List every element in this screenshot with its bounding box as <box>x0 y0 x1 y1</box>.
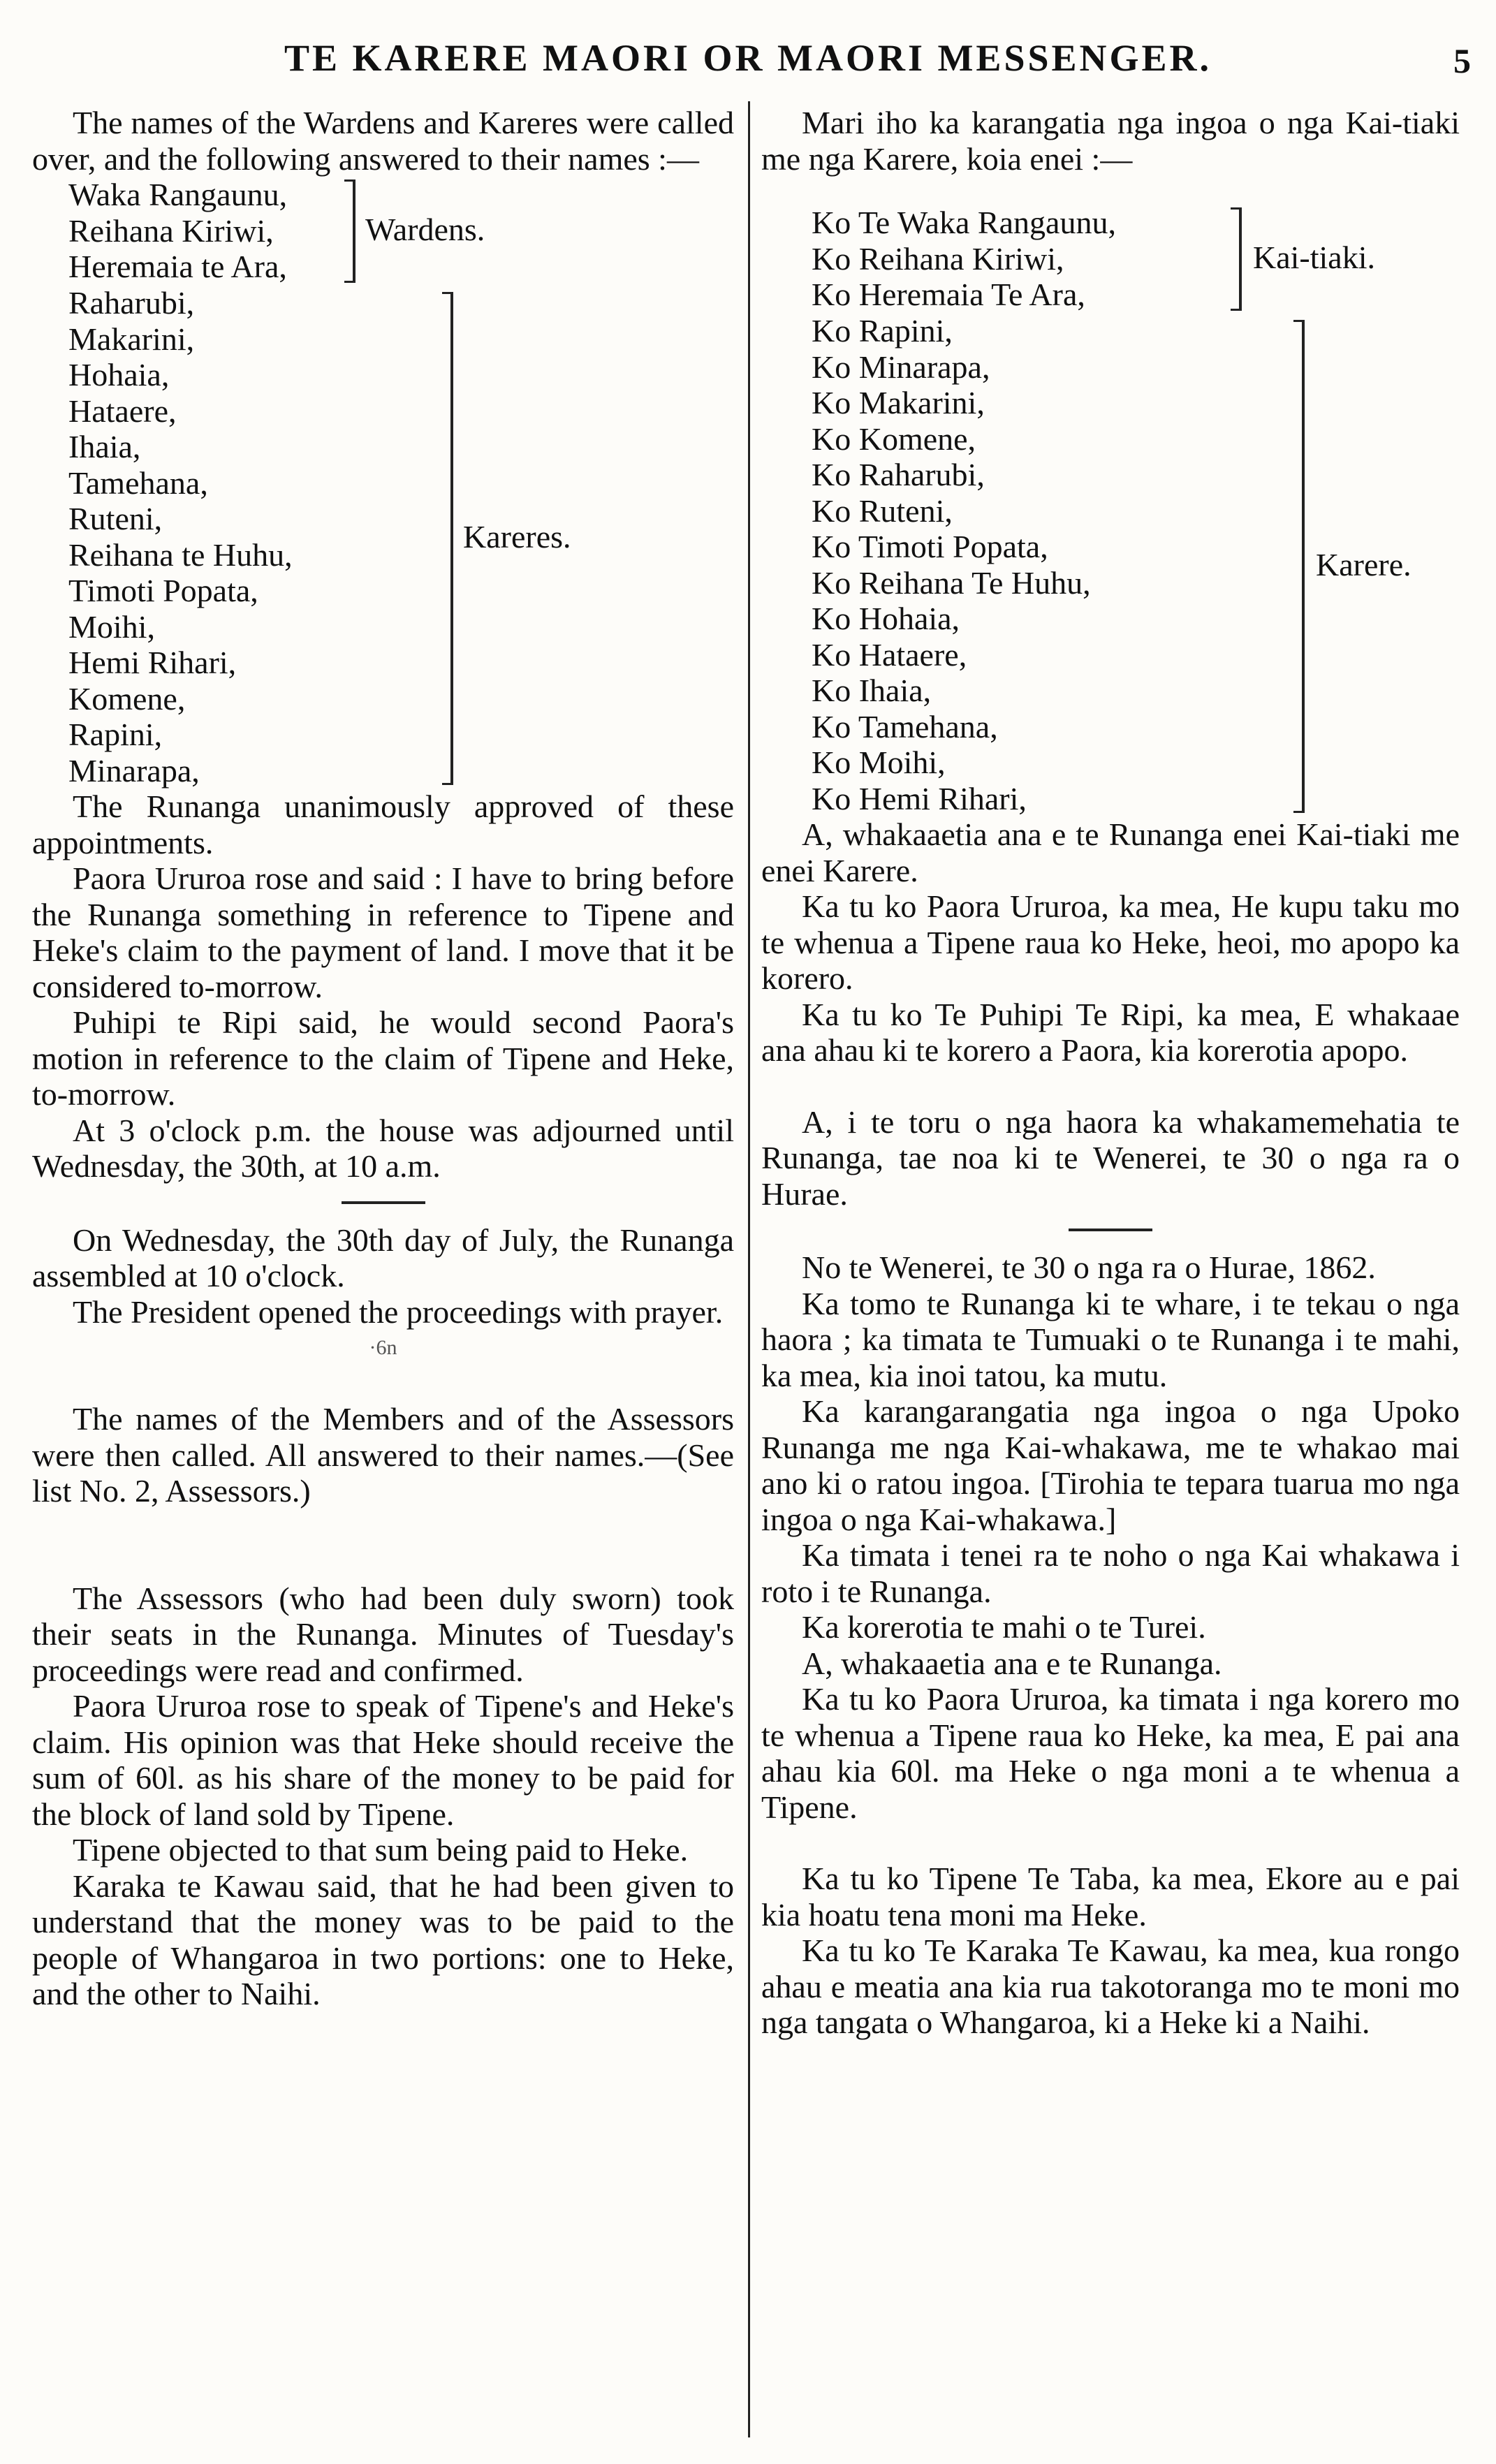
section-rule <box>342 1201 425 1204</box>
karere-name: Ko Reihana Te Huhu, <box>812 564 1091 601</box>
kareres-brace <box>442 292 453 785</box>
kaitiaki-list <box>812 205 1460 313</box>
kareres-label: Kareres. <box>463 519 571 555</box>
kareres-list <box>68 285 734 789</box>
warden-name: Reihana Kiriwi, <box>68 212 274 249</box>
kaitiaki-label: Kai-tiaki. <box>1253 240 1375 275</box>
paragraph: Ka tomo te Runanga ki te whare, i te tekau o nga haora ; ka timata te Tumuaki o te Runanga i te mahi, ka mea, kia inoi tatou, ka mutu. <box>761 1285 1460 1393</box>
warden-name: Waka Rangaunu, <box>68 177 288 212</box>
karere-name: Ko Minarapa, <box>812 349 990 385</box>
karere-name: Makarini, <box>68 321 195 357</box>
karere-name: Hohaia, <box>68 357 170 393</box>
karere-name: Ko Hemi Rihari, <box>812 780 1027 816</box>
karere-label: Karere. <box>1316 547 1411 582</box>
paragraph: A, i te toru o nga haora ka whakamemehatia te Runanga, tae noa ki te Wenerei, te 30 o nga ra o Hurae. <box>761 1103 1460 1212</box>
karere-list <box>812 313 1460 816</box>
karere-name: Moihi, <box>68 608 155 645</box>
karere-name: Ko Komene, <box>812 420 976 457</box>
warden-name: Heremaia te Ara, <box>68 249 287 284</box>
karere-name: Ko Tamehana, <box>812 708 998 745</box>
karere-name: Tamehana, <box>68 464 208 501</box>
paragraph: Ka tu ko Tipene Te Taba, ka mea, Ekore au e pai kia hoatu tena moni ma Heke. <box>761 1861 1460 1933</box>
karere-name: Ko Ihaia, <box>812 673 932 708</box>
karere-name: Ko Raharubi, <box>812 457 985 492</box>
english-column <box>32 105 734 2012</box>
paragraph: The names of the Members and of the Assessors were then called. All answered to their names.—(See list No. 2, Assessors.) <box>32 1401 734 1509</box>
roll-call-intro: The names of the Wardens and Kareres were called over, and the following answered to their names :— <box>32 105 734 177</box>
karere-name: Hemi Rihari, <box>68 645 237 680</box>
paragraph: Ka tu ko Te Karaka Te Kawau, ka mea, kua rongo ahau e meatia ana kia rua takotoranga mo te moni mo nga tangata o Whangaroa, ki a Heke ki a Naihi. <box>761 1933 1460 2040</box>
paragraph: Paora Ururoa rose to speak of Tipene's and Heke's claim. His opinion was that Heke should receive the sum of 60l. as his share of the money to be paid for the block of land sold by Tipene. <box>32 1688 734 1832</box>
karere-name: Rapini, <box>68 717 163 752</box>
karere-name: Ko Makarini, <box>812 385 985 420</box>
karere-name: Ko Rapini, <box>812 313 953 349</box>
newspaper-title: TE KARERE MAORI OR MAORI MESSENGER. <box>284 37 1212 79</box>
wardens-brace <box>344 179 355 283</box>
paragraph: A, whakaaetia ana e te Runanga. <box>802 1645 1222 1681</box>
column-divider <box>748 101 750 2437</box>
wardens-list <box>68 177 734 285</box>
wardens-label: Wardens. <box>365 212 485 247</box>
paragraph: The Assessors (who had been duly sworn) took their seats in the Runanga. Minutes of Tuesday's proceedings were read and confirmed. <box>32 1580 734 1688</box>
karere-name: Timoti Popata, <box>68 573 258 608</box>
roll-call-intro: Mari iho ka karangatia nga ingoa o nga Kai-tiaki me nga Karere, koia enei :— <box>761 105 1460 177</box>
karere-name: Ko Moihi, <box>812 745 946 780</box>
maori-column <box>761 105 1460 2041</box>
paragraph: The President opened the proceedings with prayer. <box>73 1293 724 1330</box>
page-header <box>0 36 1496 92</box>
kaitiaki-name: Ko Te Waka Rangaunu, <box>812 205 1116 240</box>
karere-name: Ko Ruteni, <box>812 492 953 529</box>
paragraph: Ka timata i tenei ra te noho o nga Kai whakawa i roto i te Runanga. <box>761 1537 1460 1609</box>
paragraph: Ka tu ko Paora Ururoa, ka timata i nga korero mo te whenua a Tipene raua ko Heke, ka mea, E pai ana ahau kia 60l. ma Heke o nga moni a te whenua a Tipene. <box>761 1681 1460 1825</box>
paragraph: Ka korerotia te mahi o te Turei. <box>802 1609 1206 1645</box>
karere-name: Ihaia, <box>68 429 141 464</box>
karere-name: Ruteni, <box>68 501 163 536</box>
paragraph: Tipene objected to that sum being paid to Heke. <box>73 1832 689 1868</box>
karere-brace <box>1293 320 1305 813</box>
karere-name: Hataere, <box>68 393 177 429</box>
kaitiaki-name: Ko Heremaia Te Ara, <box>812 277 1085 312</box>
kaitiaki-brace <box>1231 207 1242 311</box>
paragraph: Ka karangarangatia nga ingoa o nga Upoko Runanga me nga Kai-whakawa, me te whakao mai ano ki o ratou ingoa. [Tirohia te tepara tuarua mo nga ingoa o nga Kai-whakawa.] <box>761 1393 1460 1537</box>
paragraph: The Runanga unanimously approved of these appointments. <box>32 789 734 860</box>
kaitiaki-name: Ko Reihana Kiriwi, <box>812 240 1064 277</box>
paragraph: Ka tu ko Te Puhipi Te Ripi, ka mea, E whakaae ana ahau ki te korero a Paora, kia korerotia apopo. <box>761 996 1460 1068</box>
karere-name: Ko Hataere, <box>812 636 967 673</box>
paragraph: Puhipi te Ripi said, he would second Paora's motion in reference to the claim of Tipene and Heke, to-morrow. <box>32 1004 734 1112</box>
karere-name: Ko Hohaia, <box>812 601 960 636</box>
karere-name: Reihana te Huhu, <box>68 536 293 573</box>
paragraph: Karaka te Kawau said, that he had been given to understand that the money was to be paid to the people of Whangaroa in two portions: one to Heke, and the other to Naihi. <box>32 1868 734 2011</box>
paragraph: No te Wenerei, te 30 o nga ra o Hurae, 1862. <box>802 1249 1376 1285</box>
paragraph: Ka tu ko Paora Ururoa, ka mea, He kupu taku mo te whenua a Tipene raua ko Heke, heoi, mo apopo ka korero. <box>761 888 1460 996</box>
karere-name: Ko Timoti Popata, <box>812 529 1048 564</box>
paragraph: A, whakaaetia ana e te Runanga enei Kai-tiaki me enei Karere. <box>761 816 1460 888</box>
paragraph: Paora Ururoa rose and said : I have to bring before the Runanga something in reference to Tipene and Heke's claim to the payment of land. I move that it be considered to-morrow. <box>32 860 734 1004</box>
paragraph: On Wednesday, the 30th day of July, the Runanga assembled at 10 o'clock. <box>32 1222 734 1293</box>
section-rule <box>1069 1229 1152 1231</box>
page-number: 5 <box>1453 41 1471 80</box>
paragraph: At 3 o'clock p.m. the house was adjourned until Wednesday, the 30th, at 10 a.m. <box>32 1112 734 1184</box>
karere-name: Raharubi, <box>68 285 195 321</box>
karere-name: Minarapa, <box>68 752 200 789</box>
karere-name: Komene, <box>68 680 186 717</box>
print-mark: ·6n <box>369 1336 397 1359</box>
